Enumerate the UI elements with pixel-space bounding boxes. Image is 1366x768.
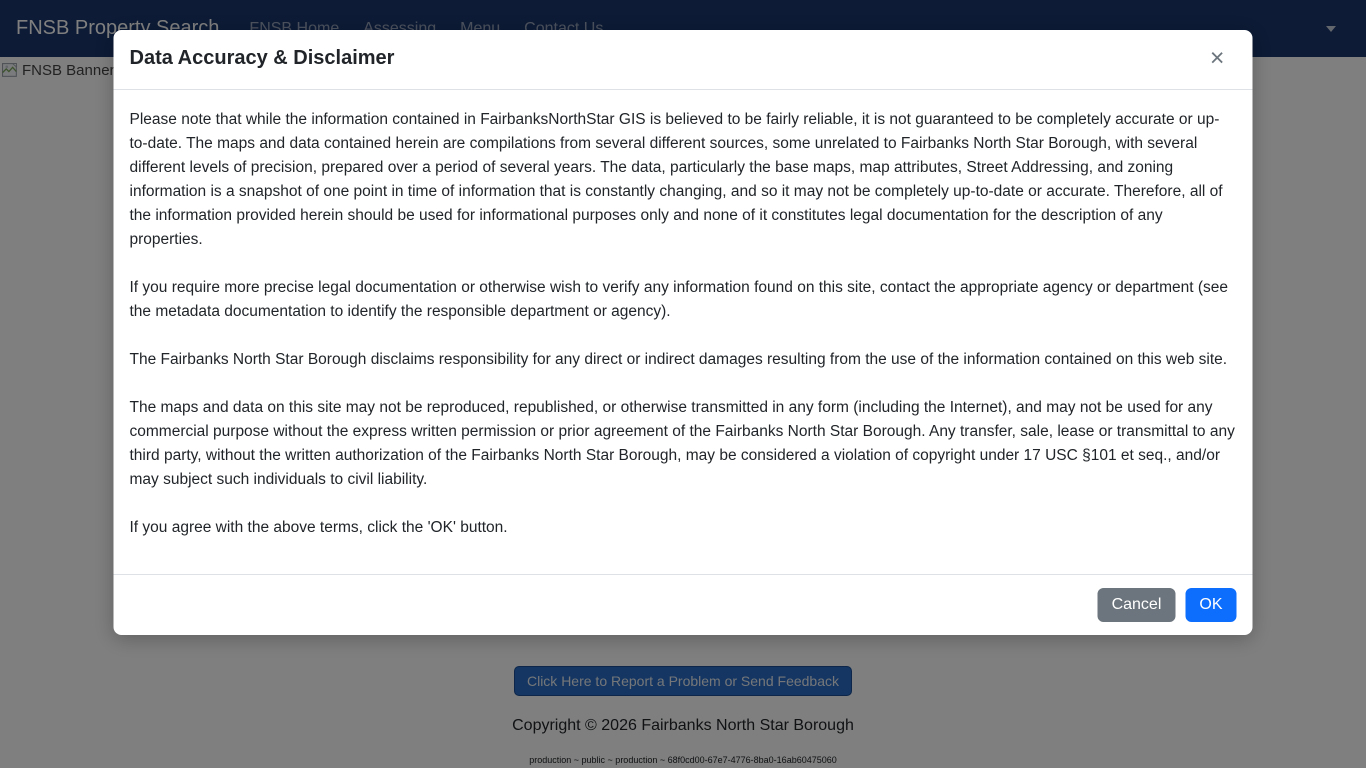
modal-body [114,90,1253,574]
ok-button[interactable]: OK [1185,588,1236,622]
modal-title: Data Accuracy & Disclaimer [129,47,395,69]
disclaimer-paragraph: Please note that while the information contained in FairbanksNorthStar GIS is believed to be fairly reliable, it is not guaranteed to be completely accurate or up-to-date. The maps and data contained herein are compilations from several different sources, some unrelated to Fairbanks North Star Borough, with several different levels of precision, prepared over a period of several years. The data, particularly the base maps, map attributes, Street Addressing, and zoning information is a snapshot of one point in time of information that is constantly changing, and so it may not be completely up-to-date or accurate. Therefore, all of the information provided herein should be used for informational purposes only and none of it constitutes legal documentation for the description of any properties. [129,111,1223,248]
disclaimer-paragraph: The maps and data on this site may not be reproduced, republished, or otherwise transmitted in any form (including the Internet), and may not be used for any commercial purpose without the express written permission or prior agreement of the Fairbanks North Star Borough. Any transfer, sale, lease or transmittal to any third party, without the written authorization of the Fairbanks North Star Borough, may be considered a violation of copyright under 17 USC §101 et seq., and/or may subject such individuals to civil liability. [129,399,1235,488]
disclaimer-paragraph: If you require more precise legal documentation or otherwise wish to verify any information found on this site, contact the appropriate agency or department (see the metadata documentation to identify the responsible department or agency). [129,279,1229,320]
disclaimer-paragraph: If you agree with the above terms, click the 'OK' button. [129,519,508,536]
cancel-button[interactable]: Cancel [1098,588,1176,622]
modal-footer [114,574,1253,635]
disclaimer-paragraph: The Fairbanks North Star Borough disclaims responsibility for any direct or indirect damages resulting from the use of the information contained on this web site. [129,351,1228,368]
modal-header [114,30,1253,90]
disclaimer-modal [114,30,1253,635]
close-icon[interactable]: × [1198,47,1237,73]
